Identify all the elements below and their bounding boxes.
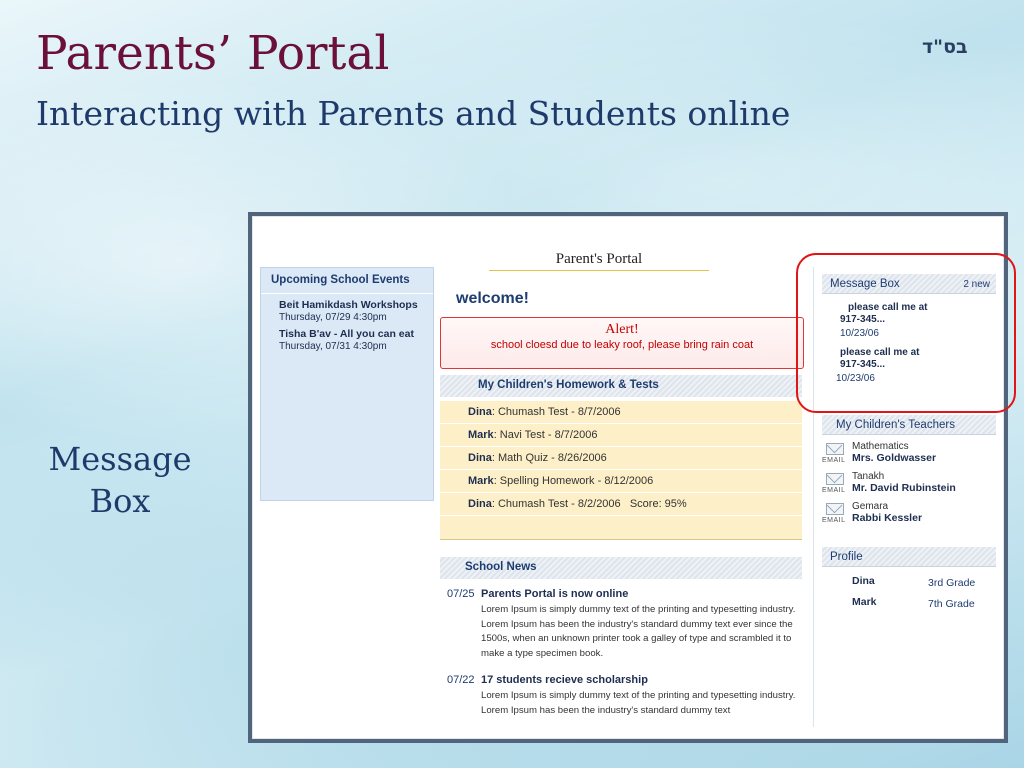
profile-panel: [822, 547, 996, 617]
event-item[interactable]: [261, 294, 433, 323]
homework-row[interactable]: [440, 424, 802, 447]
event-title: Tisha B'av - All you can eat: [279, 328, 414, 340]
event-item[interactable]: [261, 323, 433, 352]
message-line1: please call me at: [840, 347, 920, 358]
news-date: 07/25: [447, 588, 475, 600]
homework-row[interactable]: [440, 470, 802, 493]
events-heading: Upcoming School Events: [261, 268, 433, 294]
child-name: Dina: [852, 575, 875, 587]
homework-detail: : Math Quiz - 8/26/2006: [491, 452, 607, 464]
message-line1: please call me at: [848, 302, 928, 313]
envelope-icon[interactable]: [826, 443, 844, 455]
teachers-title: My Children's Teachers: [836, 419, 955, 431]
homework-row[interactable]: [440, 493, 802, 516]
teacher-name[interactable]: Mr. David Rubinstein: [852, 482, 956, 494]
teachers-panel: [822, 415, 996, 531]
side-label: [38, 438, 202, 522]
alert-title: Alert!: [605, 322, 639, 337]
message-box-highlight: [796, 253, 1016, 413]
child-grade: 7th Grade: [928, 598, 975, 610]
teachers-heading: [822, 415, 996, 435]
event-title: Beit Hamikdash Workshops: [279, 299, 418, 311]
teacher-subject: Mathematics: [852, 441, 909, 452]
homework-detail: : Chumash Test - 8/2/2006 Score: 95%: [491, 498, 687, 510]
message-date: 10/23/06: [840, 328, 879, 339]
homework-child: Mark: [468, 475, 494, 487]
message-box-title: Message Box: [830, 278, 900, 290]
side-label-line1: Message: [48, 440, 192, 478]
teacher-subject: Gemara: [852, 501, 889, 512]
news-heading: School News: [440, 557, 802, 579]
news-item[interactable]: [447, 588, 805, 660]
slide-subtitle: Interacting with Parents and Students online: [36, 94, 791, 133]
profile-title: Profile: [830, 551, 863, 563]
news-item[interactable]: [447, 674, 805, 718]
homework-detail: : Chumash Test - 8/7/2006: [491, 406, 621, 418]
homework-heading: My Children's Homework & Tests: [440, 375, 802, 397]
welcome-heading: welcome!: [456, 290, 529, 307]
child-grade: 3rd Grade: [928, 577, 976, 589]
hebrew-mark: בס"ד: [922, 36, 968, 58]
email-label: EMAIL: [822, 457, 846, 464]
events-panel: [260, 267, 434, 501]
email-label: EMAIL: [822, 517, 846, 524]
profile-row[interactable]: [822, 596, 996, 617]
homework-child: Dina: [468, 498, 492, 510]
envelope-icon[interactable]: [826, 473, 844, 485]
homework-list: [440, 401, 802, 540]
new-count-badge: 2 new: [963, 279, 990, 290]
homework-row[interactable]: [440, 401, 802, 424]
profile-row[interactable]: [822, 575, 996, 596]
news-title[interactable]: 17 students recieve scholarship: [481, 674, 648, 686]
slide-title: Parents’ Portal: [36, 26, 390, 81]
message-line2: 917-345...: [840, 314, 886, 325]
envelope-icon[interactable]: [826, 503, 844, 515]
homework-row[interactable]: [440, 447, 802, 470]
event-date: Thursday, 07/31 4:30pm: [279, 341, 387, 352]
homework-child: Mark: [468, 429, 494, 441]
teacher-row: [822, 441, 996, 471]
homework-detail: : Navi Test - 8/7/2006: [493, 429, 598, 441]
teacher-name[interactable]: Mrs. Goldwasser: [852, 452, 937, 464]
child-name: Mark: [852, 596, 877, 608]
news-body: Lorem Ipsum is simply dummy text of the printing and typesetting industry. Lorem Ipsum has been the industry's standard dummy text: [481, 690, 796, 716]
homework-detail: : Spelling Homework - 8/12/2006: [493, 475, 654, 487]
teacher-row: [822, 501, 996, 531]
homework-child: Dina: [468, 406, 492, 418]
message-date: 10/23/06: [836, 373, 875, 384]
side-label-line2: Box: [89, 482, 151, 520]
event-date: Thursday, 07/29 4:30pm: [279, 312, 387, 323]
profile-heading: [822, 547, 996, 567]
message-line2: 917-345...: [840, 359, 886, 370]
alert-box: [440, 317, 804, 369]
alert-text: school cloesd due to leaky roof, please bring rain coat: [490, 339, 754, 351]
news-date: 07/22: [447, 674, 475, 686]
portal-header: Parent's Portal: [489, 251, 709, 271]
news-title[interactable]: Parents Portal is now online: [481, 588, 629, 600]
teacher-subject: Tanakh: [852, 471, 885, 482]
teacher-row: [822, 471, 996, 501]
homework-child: Dina: [468, 452, 492, 464]
email-label: EMAIL: [822, 487, 846, 494]
teacher-name[interactable]: Rabbi Kessler: [852, 512, 923, 524]
news-body: Lorem Ipsum is simply dummy text of the printing and typesetting industry. Lorem Ipsum has been the industry's standard dummy text ever since the 1500s, when an unknown printer took a galley of type and scrambled it to make a type specimen book.: [481, 604, 796, 659]
